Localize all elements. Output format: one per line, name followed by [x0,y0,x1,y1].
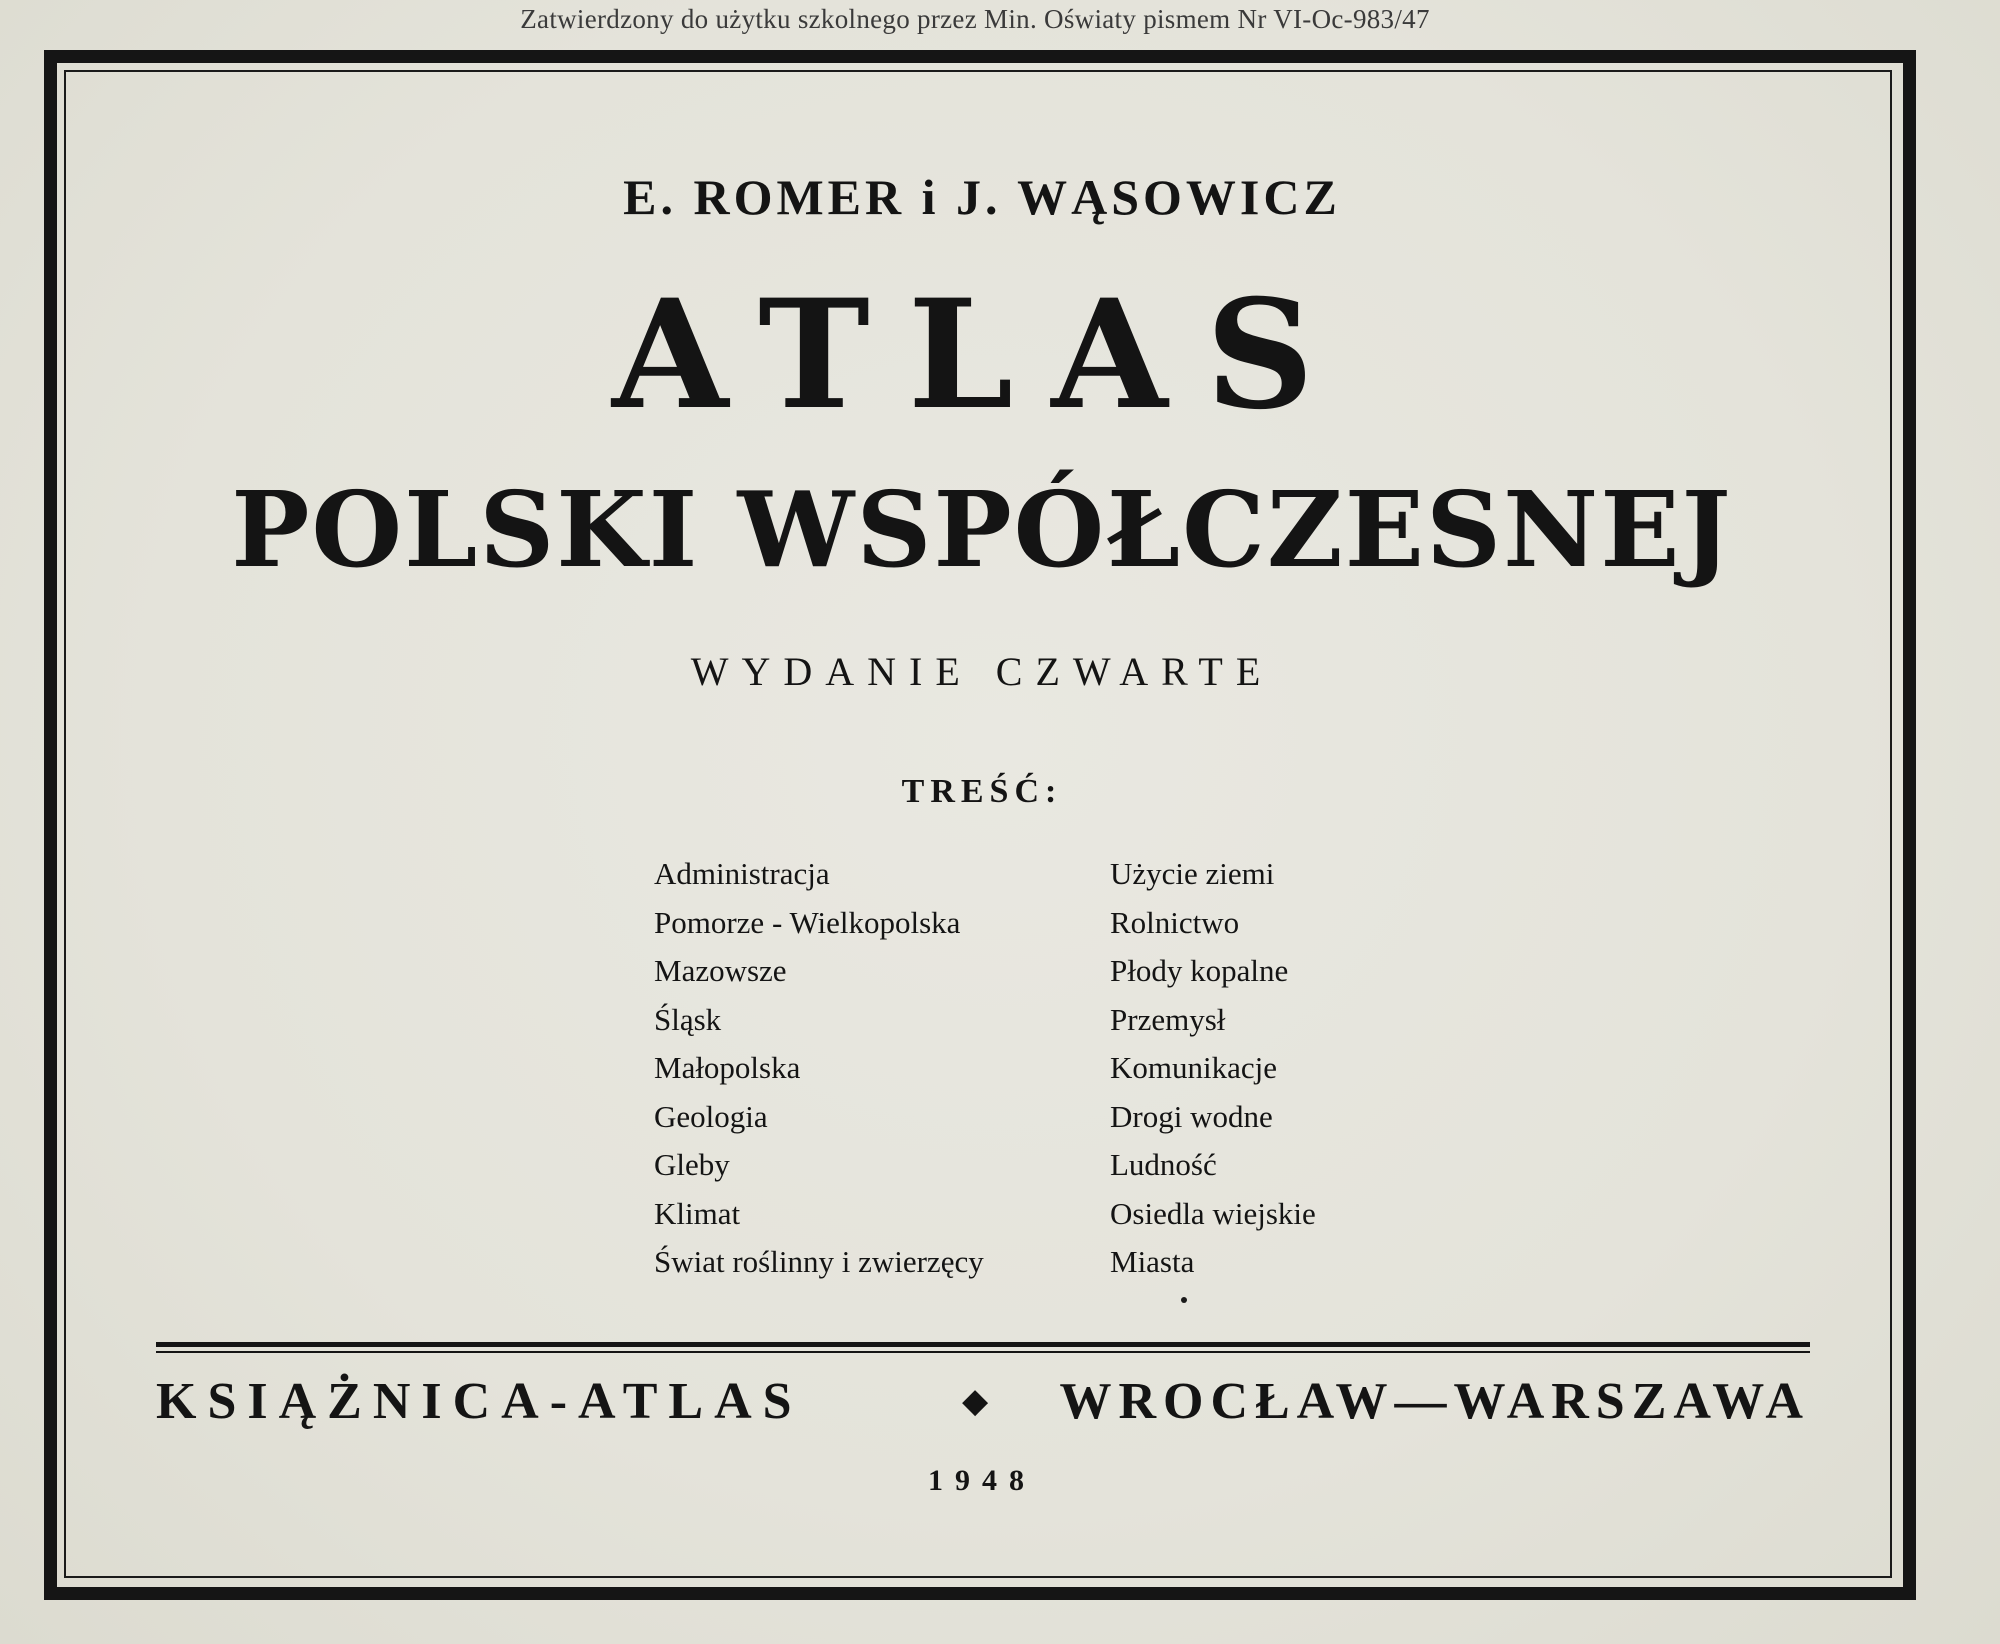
contents-item: Płody kopalne [1110,953,1289,988]
title-subtitle: POLSKI WSPÓŁCZESNEJ [231,468,1733,591]
divider-rule [156,1342,1810,1347]
contents-item: Użycie ziemi [1110,856,1275,891]
contents-item: Małopolska [654,1050,801,1085]
authors: E. ROMER i J. WĄSOWICZ [623,169,1341,225]
contents-item: Ludność [1110,1147,1217,1182]
divider-rule-thin [156,1351,1810,1353]
contents-right-column [1110,850,1316,1287]
contents-item: Drogi wodne [1110,1098,1273,1134]
diamond-separator-icon: ◆ [962,1383,989,1420]
dot-ornament [1181,1297,1187,1303]
publication-year: 1948 [928,1464,1036,1497]
contents-left-column [654,850,984,1287]
contents-item: Przemysł [1110,1001,1226,1037]
publisher-name: KSIĄŻNICA-ATLAS [156,1373,803,1430]
contents-item: Śląsk [654,1001,722,1037]
contents-item: Administracja [654,856,830,891]
contents-item: Komunikacje [1110,1050,1278,1085]
contents-item: Rolnictwo [1110,904,1240,940]
contents-item: Osiedla wiejskie [1110,1195,1316,1231]
contents-item: Klimat [654,1195,741,1231]
contents-item: Mazowsze [654,953,787,988]
edition: WYDANIE CZWARTE [690,649,1274,694]
publisher-cities: WROCŁAW—WARSZAWA [1059,1373,1810,1430]
contents-item: Miasta [1110,1244,1195,1279]
title-main: ATLAS [612,267,1352,443]
approval-note: Zatwierdzony do użytku szkolnego przez Min. Oświaty pismem Nr VI-Oc-983/47 [520,4,1430,34]
contents-heading: TREŚĆ: [901,773,1063,810]
contents-item: Geologia [654,1098,768,1134]
contents-item: Gleby [654,1147,730,1182]
contents-item: Świat roślinny i zwierzęcy [654,1244,984,1279]
contents-item: Pomorze - Wielkopolska [654,904,961,940]
